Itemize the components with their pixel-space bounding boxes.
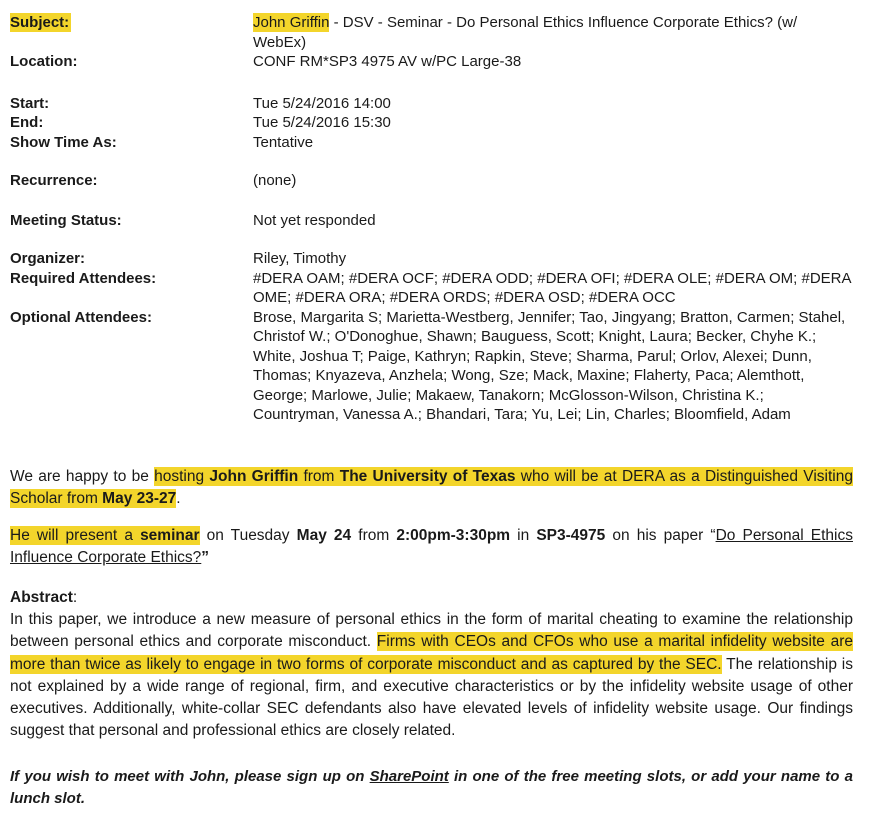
field-row-organizer xyxy=(10,249,853,269)
text-segment: - DSV - Seminar - Do Personal Ethics Influence Corporate Ethics? (w/ WebEx) xyxy=(253,14,798,51)
field-value-location xyxy=(253,52,853,72)
highlighted-text-segment: The University of Texas xyxy=(339,467,516,485)
field-label-subject xyxy=(10,13,253,52)
field-label-required-attendees xyxy=(10,269,253,308)
text-segment: ” xyxy=(201,549,210,567)
highlighted-text-segment: Subject: xyxy=(10,14,70,31)
field-value-meeting-status xyxy=(253,211,853,231)
field-value-required-attendees xyxy=(253,269,853,308)
text-segment: Show Time As: xyxy=(10,133,117,151)
text-segment: If you wish to meet with John, please sign up on xyxy=(10,767,370,785)
field-row-show-time-as xyxy=(10,133,853,153)
text-segment: 2:00pm-3:30pm xyxy=(396,527,511,545)
field-value-subject xyxy=(253,13,853,52)
text-segment: Optional Attendees: xyxy=(10,308,152,326)
text-segment: Tentative xyxy=(253,133,314,151)
field-row-recurrence xyxy=(10,171,853,191)
text-segment: Abstract xyxy=(10,588,73,606)
text-segment: End: xyxy=(10,114,44,131)
highlighted-text-segment: seminar xyxy=(140,527,200,545)
field-row-start xyxy=(10,94,853,114)
meeting-header-fields xyxy=(10,13,853,425)
field-row-location xyxy=(10,52,853,72)
spacer xyxy=(10,191,853,211)
text-segment: in xyxy=(510,527,537,545)
field-label-location xyxy=(10,52,253,72)
text-segment: Do Personal Ethics Influence Corporate Ethics? xyxy=(10,527,853,567)
text-segment: Recurrence: xyxy=(10,172,98,189)
text-segment: . xyxy=(176,489,181,507)
highlighted-text-segment: John Griffin xyxy=(253,14,330,31)
message-body xyxy=(10,466,853,810)
field-value-recurrence xyxy=(253,171,853,191)
intro-paragraph xyxy=(10,466,853,511)
text-segment: Organizer: xyxy=(10,250,86,267)
field-row-meeting-status xyxy=(10,211,853,231)
field-row-end xyxy=(10,113,853,133)
text-segment: SP3-4975 xyxy=(536,527,606,545)
text-segment: in one of the free meeting slots, or add your name to a lunch slot. xyxy=(10,767,853,807)
text-segment: In this paper, we introduce a new measure of personal ethics in the form of marital cheating to examine the relationship between personal ethics and corporate misconduct. xyxy=(10,610,853,651)
field-value-end xyxy=(253,113,853,133)
field-label-meeting-status xyxy=(10,211,253,231)
field-label-organizer xyxy=(10,249,253,269)
highlighted-text-segment: May 23-27 xyxy=(102,489,177,507)
highlighted-text-segment: who will be at DERA as a Distinguished Visiting Scholar from xyxy=(10,467,853,507)
field-label-show-time-as xyxy=(10,133,253,153)
text-segment: Not yet responded xyxy=(253,211,376,229)
text-segment: The relationship is not explained by a wide range of regional, firm, and executive characteristics or by the infidelity website usage of other executives. Additionally, white-collar SEC defendants also have elevated levels of infidelity website usage. Our findings suggest that personal and professional ethics are closely related. xyxy=(10,655,853,740)
text-segment: Required Attendees: xyxy=(10,269,157,287)
signup-paragraph xyxy=(10,766,853,810)
abstract-heading xyxy=(10,587,853,609)
text-segment: (none) xyxy=(253,172,297,189)
text-segment: SharePoint xyxy=(369,767,449,785)
field-row-optional-attendees xyxy=(10,308,853,425)
text-segment: Tue 5/24/2016 14:00 xyxy=(253,94,391,112)
field-value-show-time-as xyxy=(253,133,853,153)
text-segment: Start: xyxy=(10,94,50,112)
text-segment: on Tuesday xyxy=(199,527,297,545)
text-segment: Tue 5/24/2016 15:30 xyxy=(253,114,391,131)
text-segment: May 24 xyxy=(296,527,352,545)
field-label-start xyxy=(10,94,253,114)
text-segment: Location: xyxy=(10,53,78,70)
field-value-organizer xyxy=(253,249,853,269)
abstract-section xyxy=(10,587,853,743)
highlighted-text-segment: from xyxy=(298,467,340,485)
spacer xyxy=(10,72,853,94)
highlighted-text-segment: Firms with CEOs and CFOs who use a marital infidelity website are more than twice as likely to engage in two forms of corporate misconduct and as captured by the SEC. xyxy=(10,633,853,673)
text-segment: on his paper “ xyxy=(605,527,716,545)
field-row-subject xyxy=(10,13,853,52)
field-label-end xyxy=(10,113,253,133)
text-segment: : xyxy=(72,588,78,606)
abstract-paragraph xyxy=(10,609,853,743)
spacer xyxy=(10,230,853,249)
highlighted-text-segment: John Griffin xyxy=(209,467,299,485)
text-segment: #DERA OAM; #DERA OCF; #DERA ODD; #DERA OFI; #DERA OLE; #DERA OM; #DERA OME; #DERA ORA; #DERA ORDS; #DERA OSD; #DERA OCC xyxy=(253,269,851,306)
field-value-start xyxy=(253,94,853,114)
text-segment: Riley, Timothy xyxy=(253,250,347,267)
text-segment: We are happy to be xyxy=(10,467,155,485)
field-label-optional-attendees xyxy=(10,308,253,425)
spacer xyxy=(10,152,853,171)
field-label-recurrence xyxy=(10,171,253,191)
field-row-required-attendees xyxy=(10,269,853,308)
text-segment: CONF RM*SP3 4975 AV w/PC Large-38 xyxy=(253,53,522,70)
highlighted-text-segment: hosting xyxy=(154,467,210,485)
field-value-optional-attendees xyxy=(253,308,853,425)
highlighted-text-segment: He will present a xyxy=(10,527,141,545)
text-segment: Brose, Margarita S; Marietta-Westberg, Jennifer; Tao, Jingyang; Bratton, Carmen; Stahel, Christof W.; O'Donoghue, Shawn; Bauguess, Scott; Knight, Laura; Becker, Chyhe K.; White, Joshua T; Paige, Kathryn; Rapkin, Steve; Sharma, Parul; Orlov, Alexei; Dunn, Thomas; Knyazeva, Anzhela; Wong, Sze; Mack, Maxine; Flaherty, Paca; Alemthott, George; Marlowe, Julie; Makaew, Tanakorn; McGlosson-Wilson, Christina K.; Countryman, Vanessa A.; Bhandari, Tara; Yu, Lei; Lin, Charles; Bloomfield, Adam xyxy=(253,308,846,423)
seminar-paragraph xyxy=(10,525,853,570)
text-segment: from xyxy=(351,527,397,545)
text-segment: Meeting Status: xyxy=(10,211,122,229)
